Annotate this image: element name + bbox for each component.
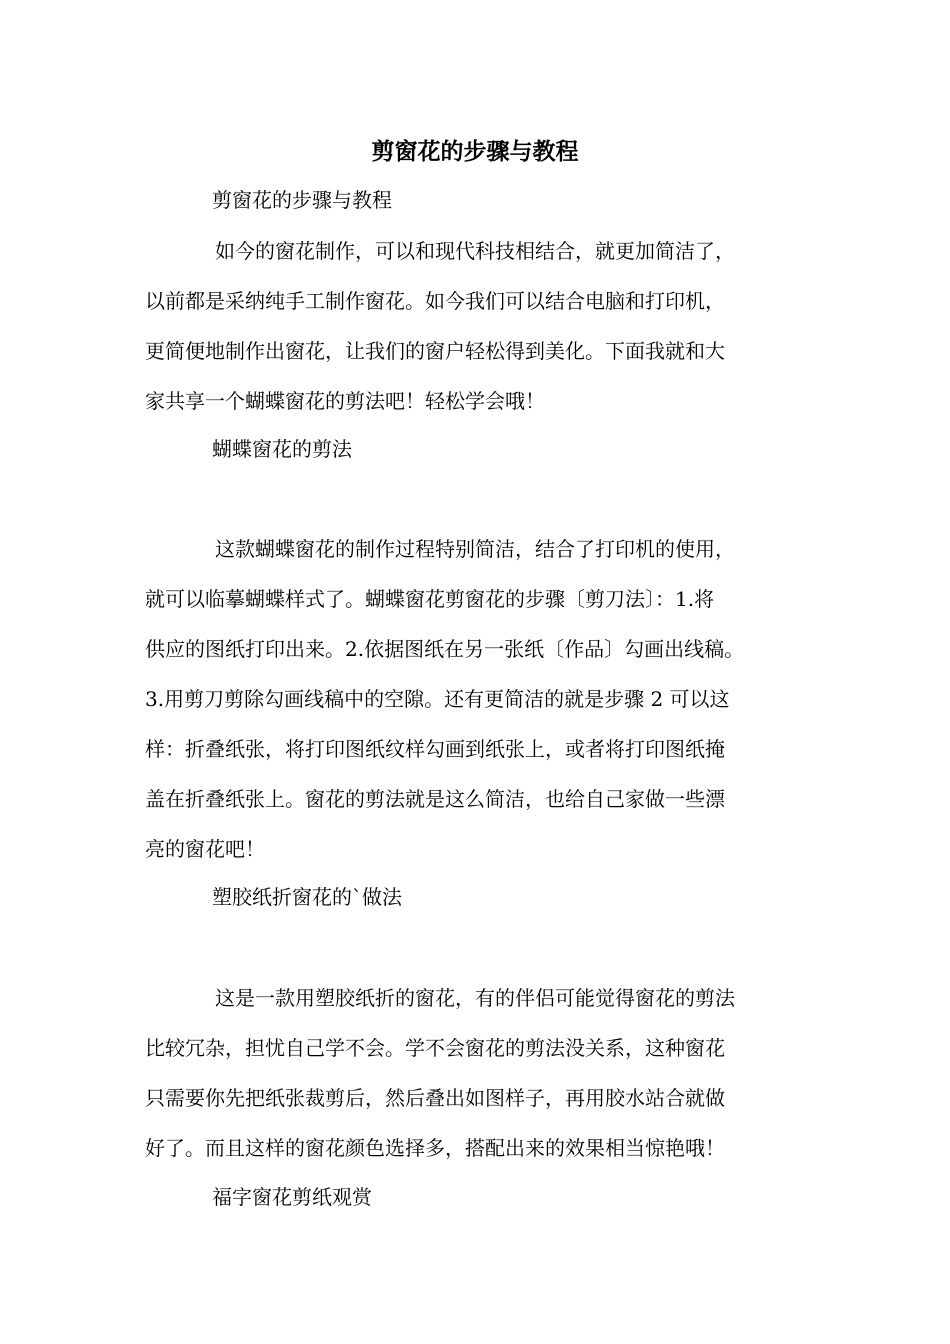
document-title: 剪窗花的步骤与教程 bbox=[371, 138, 579, 165]
paragraph-line: 以前都是采纳纯手工制作窗花。如今我们可以结合电脑和打印机， bbox=[145, 289, 725, 313]
paragraph-line: 只需要你先把纸张裁剪后，然后叠出如图样子，再用胶水站合就做 bbox=[145, 1086, 725, 1110]
paragraph-line: 亮的窗花吧！ bbox=[145, 837, 265, 861]
paragraph-line: 样：折叠纸张，将打印图纸纹样勾画到纸张上，或者将打印图纸掩 bbox=[145, 737, 725, 761]
paragraph-line: 供应的图纸打印出来。2.依据图纸在另一张纸〔作品〕勾画出线稿。 bbox=[145, 637, 745, 661]
paragraph-line: 这款蝴蝶窗花的制作过程特别简洁，结合了打印机的使用， bbox=[215, 537, 735, 561]
paragraph-plastic bbox=[145, 973, 825, 1173]
paragraph-line: 比较冗杂，担忧自己学不会。学不会窗花的剪法没关系，这种窗花 bbox=[145, 1036, 725, 1060]
subtitle-plastic: 塑胶纸折窗花的`做法 bbox=[212, 885, 402, 909]
paragraph-butterfly bbox=[145, 524, 825, 874]
paragraph-line: 好了。而且这样的窗花颜色选择多，搭配出来的效果相当惊艳哦！ bbox=[145, 1136, 725, 1160]
paragraph-line: 盖在折叠纸张上。窗花的剪法就是这么简洁，也给自己家做一些漂 bbox=[145, 787, 725, 811]
subtitle-butterfly: 蝴蝶窗花的剪法 bbox=[212, 437, 352, 461]
subtitle-fu: 福字窗花剪纸观赏 bbox=[212, 1185, 372, 1209]
paragraph-line: 家共享一个蝴蝶窗花的剪法吧！轻松学会哦！ bbox=[145, 389, 545, 413]
paragraph-line: 这是一款用塑胶纸折的窗花，有的伴侣可能觉得窗花的剪法 bbox=[215, 986, 735, 1010]
paragraph-intro bbox=[145, 226, 825, 426]
paragraph-line: 更简便地制作出窗花，让我们的窗户轻松得到美化。下面我就和大 bbox=[145, 339, 725, 363]
paragraph-line: 3.用剪刀剪除勾画线稿中的空隙。还有更简洁的就是步骤 2 可以这 bbox=[145, 687, 730, 711]
paragraph-line: 就可以临摹蝴蝶样式了。蝴蝶窗花剪窗花的步骤〔剪刀法〕：1.将 bbox=[145, 587, 715, 611]
paragraph-line: 如今的窗花制作，可以和现代科技相结合，就更加简洁了， bbox=[215, 239, 735, 263]
subtitle-intro: 剪窗花的步骤与教程 bbox=[212, 188, 392, 212]
